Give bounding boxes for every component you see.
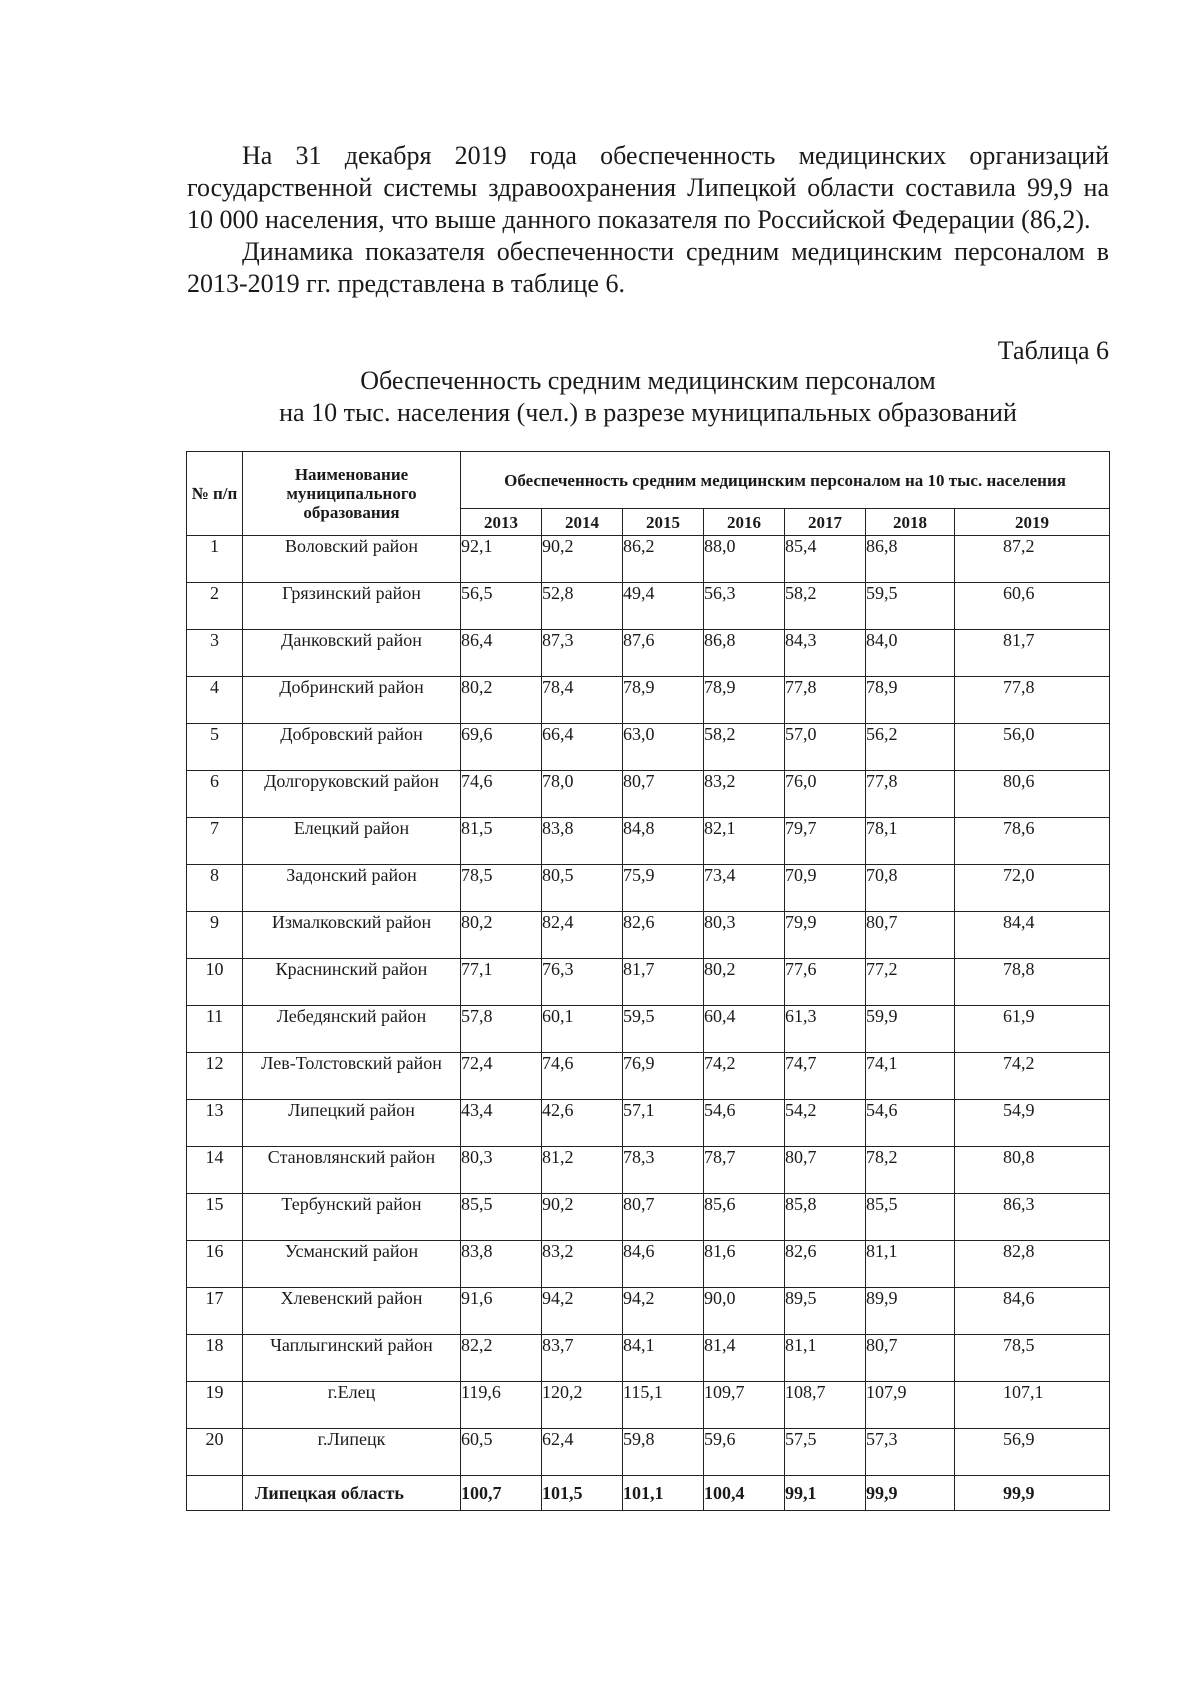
row-value: 81,7 [955,630,1110,677]
row-value: 78,5 [955,1335,1110,1382]
total-value: 99,9 [955,1476,1110,1511]
row-value: 74,2 [955,1053,1110,1100]
row-name: Задонский район [243,865,461,912]
row-name: Тербунский район [243,1194,461,1241]
row-name: Данковский район [243,630,461,677]
row-value: 70,9 [785,865,866,912]
row-value: 80,3 [461,1147,542,1194]
row-name: Воловский район [243,536,461,583]
row-value: 84,8 [623,818,704,865]
row-value: 56,3 [704,583,785,630]
total-row [187,1476,1110,1511]
paragraph-1: На 31 декабря 2019 года обеспеченность медицинских организаций государственной системы здравоохранения Липецкой области составила 99,9 на 10 000 населения, что выше данного показателя по Российской Федерации (86,2). [187,141,1109,234]
row-value: 61,3 [785,1006,866,1053]
row-value: 73,4 [704,865,785,912]
row-value: 74,7 [785,1053,866,1100]
row-value: 89,5 [785,1288,866,1335]
total-value: 99,1 [785,1476,866,1511]
row-value: 84,0 [866,630,955,677]
table-row [187,865,1110,912]
row-number: 15 [187,1194,243,1241]
row-value: 59,5 [866,583,955,630]
row-value: 94,2 [542,1288,623,1335]
table-body [187,536,1110,1511]
row-value: 90,2 [542,1194,623,1241]
row-value: 80,2 [461,912,542,959]
row-value: 77,1 [461,959,542,1006]
row-name: Елецкий район [243,818,461,865]
row-number: 17 [187,1288,243,1335]
row-value: 78,5 [461,865,542,912]
row-value: 56,9 [955,1429,1110,1476]
table-label: Таблица 6 [997,336,1109,365]
row-number: 8 [187,865,243,912]
row-value: 83,2 [542,1241,623,1288]
row-number: 7 [187,818,243,865]
row-value: 109,7 [704,1382,785,1429]
row-number: 14 [187,1147,243,1194]
table-caption [187,365,1109,429]
header-year: 2016 [704,509,785,536]
row-value: 81,1 [785,1335,866,1382]
row-number: 5 [187,724,243,771]
row-name: Чаплыгинский район [243,1335,461,1382]
row-value: 80,5 [542,865,623,912]
table-row [187,912,1110,959]
row-name: Лебедянский район [243,1006,461,1053]
row-number: 1 [187,536,243,583]
row-value: 82,1 [704,818,785,865]
row-value: 59,8 [623,1429,704,1476]
row-value: 74,6 [542,1053,623,1100]
row-value: 72,0 [955,865,1110,912]
row-value: 56,0 [955,724,1110,771]
row-value: 86,8 [704,630,785,677]
row-value: 57,1 [623,1100,704,1147]
row-value: 76,9 [623,1053,704,1100]
row-name: Добровский район [243,724,461,771]
total-number-cell [187,1476,243,1511]
row-value: 87,2 [955,536,1110,583]
row-value: 78,7 [704,1147,785,1194]
row-value: 49,4 [623,583,704,630]
row-value: 57,5 [785,1429,866,1476]
row-name: Хлевенский район [243,1288,461,1335]
row-value: 81,1 [866,1241,955,1288]
table-row [187,1194,1110,1241]
row-value: 57,0 [785,724,866,771]
table-row [187,1100,1110,1147]
header-group: Обеспеченность средним медицинским персоналом на 10 тыс. населения [461,452,1110,509]
row-value: 57,3 [866,1429,955,1476]
row-value: 76,3 [542,959,623,1006]
row-value: 78,0 [542,771,623,818]
row-value: 72,4 [461,1053,542,1100]
table-row [187,959,1110,1006]
row-value: 81,2 [542,1147,623,1194]
header-year: 2017 [785,509,866,536]
data-table [186,451,1110,1511]
row-value: 82,4 [542,912,623,959]
header-year: 2015 [623,509,704,536]
row-value: 115,1 [623,1382,704,1429]
row-value: 87,3 [542,630,623,677]
row-value: 80,7 [785,1147,866,1194]
header-year: 2013 [461,509,542,536]
row-value: 79,9 [785,912,866,959]
row-value: 42,6 [542,1100,623,1147]
total-value: 101,5 [542,1476,623,1511]
row-number: 13 [187,1100,243,1147]
row-value: 85,5 [461,1194,542,1241]
row-value: 90,0 [704,1288,785,1335]
row-value: 43,4 [461,1100,542,1147]
row-value: 78,1 [866,818,955,865]
row-value: 86,3 [955,1194,1110,1241]
row-value: 81,7 [623,959,704,1006]
row-value: 78,9 [866,677,955,724]
row-value: 74,2 [704,1053,785,1100]
row-value: 86,4 [461,630,542,677]
row-value: 80,6 [955,771,1110,818]
row-value: 80,8 [955,1147,1110,1194]
row-value: 63,0 [623,724,704,771]
row-value: 74,6 [461,771,542,818]
table-row [187,771,1110,818]
row-value: 54,2 [785,1100,866,1147]
row-value: 77,8 [785,677,866,724]
row-value: 80,7 [866,912,955,959]
table-row [187,818,1110,865]
total-value: 99,9 [866,1476,955,1511]
row-value: 78,6 [955,818,1110,865]
row-value: 107,1 [955,1382,1110,1429]
row-value: 84,3 [785,630,866,677]
row-value: 77,8 [955,677,1110,724]
row-number: 12 [187,1053,243,1100]
row-value: 119,6 [461,1382,542,1429]
header-year: 2018 [866,509,955,536]
total-name: Липецкая область [243,1476,461,1511]
row-value: 80,3 [704,912,785,959]
row-value: 54,9 [955,1100,1110,1147]
row-name: Становлянский район [243,1147,461,1194]
row-value: 76,0 [785,771,866,818]
row-value: 82,8 [955,1241,1110,1288]
row-value: 82,2 [461,1335,542,1382]
row-value: 92,1 [461,536,542,583]
caption-line-2: на 10 тыс. населения (чел.) в разрезе муниципальных образований [279,398,1017,427]
row-value: 78,8 [955,959,1110,1006]
row-value: 56,5 [461,583,542,630]
table-row [187,630,1110,677]
row-value: 89,9 [866,1288,955,1335]
row-number: 4 [187,677,243,724]
table-row [187,677,1110,724]
row-value: 77,8 [866,771,955,818]
row-value: 80,7 [623,771,704,818]
row-value: 84,6 [955,1288,1110,1335]
row-value: 83,8 [542,818,623,865]
header-number: № п/п [187,452,243,536]
row-value: 61,9 [955,1006,1110,1053]
table-row [187,1335,1110,1382]
row-name: г.Елец [243,1382,461,1429]
row-value: 120,2 [542,1382,623,1429]
row-value: 59,5 [623,1006,704,1053]
table-row [187,536,1110,583]
row-name: Краснинский район [243,959,461,1006]
total-value: 100,7 [461,1476,542,1511]
row-value: 69,6 [461,724,542,771]
row-number: 11 [187,1006,243,1053]
body-text [187,140,1109,300]
row-value: 80,2 [704,959,785,1006]
row-value: 84,4 [955,912,1110,959]
row-name: Лев-Толстовский район [243,1053,461,1100]
row-number: 20 [187,1429,243,1476]
row-name: Липецкий район [243,1100,461,1147]
header-year: 2019 [955,509,1110,536]
row-name: Добринский район [243,677,461,724]
row-name: Усманский район [243,1241,461,1288]
row-value: 77,2 [866,959,955,1006]
row-value: 86,2 [623,536,704,583]
row-value: 81,5 [461,818,542,865]
row-value: 87,6 [623,630,704,677]
row-value: 78,3 [623,1147,704,1194]
row-value: 57,8 [461,1006,542,1053]
row-value: 58,2 [785,583,866,630]
row-value: 81,4 [704,1335,785,1382]
table-row [187,1053,1110,1100]
row-value: 78,2 [866,1147,955,1194]
row-number: 6 [187,771,243,818]
row-value: 54,6 [866,1100,955,1147]
row-value: 81,6 [704,1241,785,1288]
row-value: 62,4 [542,1429,623,1476]
row-value: 90,2 [542,536,623,583]
row-value: 78,9 [623,677,704,724]
row-number: 2 [187,583,243,630]
table-row [187,1288,1110,1335]
row-value: 58,2 [704,724,785,771]
row-value: 84,6 [623,1241,704,1288]
total-value: 101,1 [623,1476,704,1511]
row-name: Грязинский район [243,583,461,630]
table-row [187,1006,1110,1053]
row-value: 59,6 [704,1429,785,1476]
table-row [187,1147,1110,1194]
row-value: 60,5 [461,1429,542,1476]
row-value: 66,4 [542,724,623,771]
row-value: 108,7 [785,1382,866,1429]
row-value: 56,2 [866,724,955,771]
row-value: 91,6 [461,1288,542,1335]
row-value: 82,6 [623,912,704,959]
row-value: 79,7 [785,818,866,865]
table-row [187,1382,1110,1429]
row-value: 74,1 [866,1053,955,1100]
row-value: 85,6 [704,1194,785,1241]
row-value: 78,4 [542,677,623,724]
row-value: 80,7 [866,1335,955,1382]
row-value: 85,5 [866,1194,955,1241]
row-number: 3 [187,630,243,677]
row-value: 85,4 [785,536,866,583]
row-name: г.Липецк [243,1429,461,1476]
row-value: 52,8 [542,583,623,630]
row-name: Долгоруковский район [243,771,461,818]
total-value: 100,4 [704,1476,785,1511]
table-row [187,1241,1110,1288]
row-value: 83,7 [542,1335,623,1382]
row-value: 94,2 [623,1288,704,1335]
row-value: 60,1 [542,1006,623,1053]
row-value: 78,9 [704,677,785,724]
row-value: 83,8 [461,1241,542,1288]
caption-line-1: Обеспеченность средним медицинским персоналом [360,366,936,395]
row-value: 60,4 [704,1006,785,1053]
row-value: 70,8 [866,865,955,912]
row-value: 80,7 [623,1194,704,1241]
row-value: 77,6 [785,959,866,1006]
row-number: 10 [187,959,243,1006]
table-row [187,583,1110,630]
header-name: Наименование муниципального образования [243,452,461,536]
row-number: 16 [187,1241,243,1288]
row-name: Измалковский район [243,912,461,959]
table-row [187,724,1110,771]
row-value: 75,9 [623,865,704,912]
row-value: 84,1 [623,1335,704,1382]
paragraph-2: Динамика показателя обеспеченности средним медицинским персоналом в 2013-2019 гг. представлена в таблице 6. [187,237,1109,298]
row-value: 82,6 [785,1241,866,1288]
row-value: 54,6 [704,1100,785,1147]
row-value: 59,9 [866,1006,955,1053]
row-number: 18 [187,1335,243,1382]
row-value: 88,0 [704,536,785,583]
row-value: 107,9 [866,1382,955,1429]
row-number: 19 [187,1382,243,1429]
row-value: 60,6 [955,583,1110,630]
header-year: 2014 [542,509,623,536]
row-value: 86,8 [866,536,955,583]
row-value: 80,2 [461,677,542,724]
row-number: 9 [187,912,243,959]
table-row [187,1429,1110,1476]
row-value: 83,2 [704,771,785,818]
row-value: 85,8 [785,1194,866,1241]
